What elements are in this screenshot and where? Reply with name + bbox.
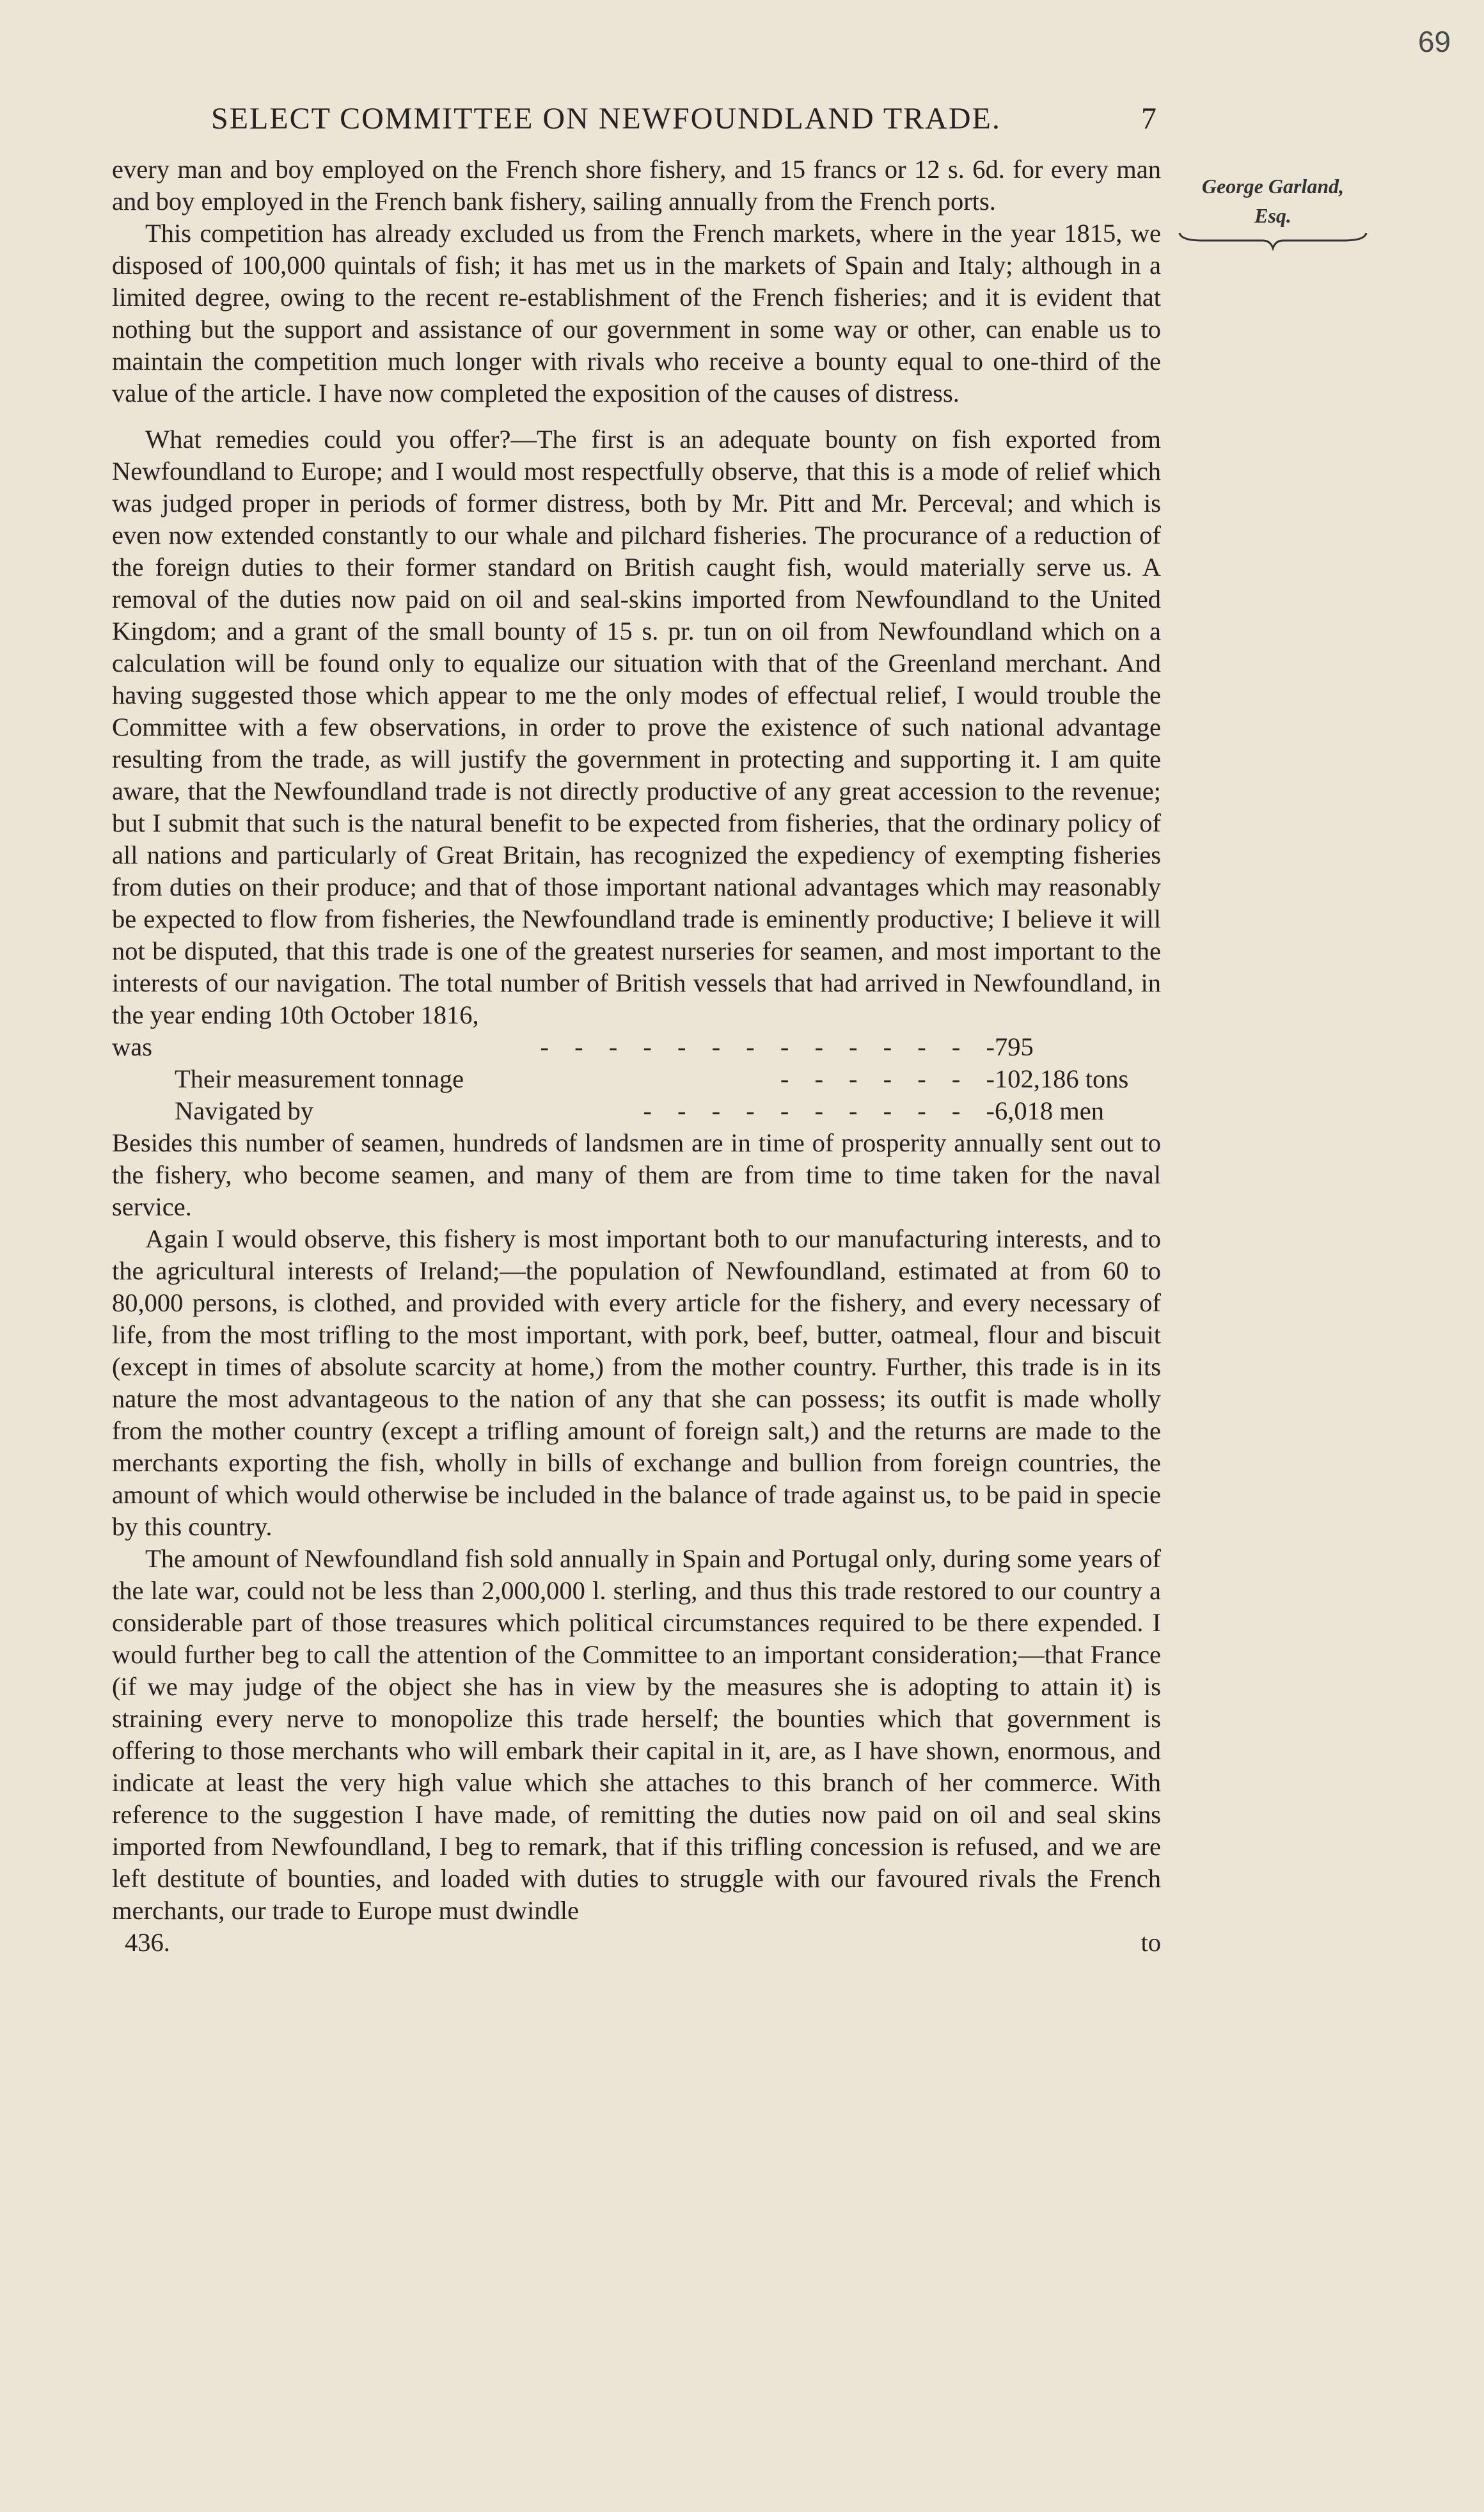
catchword: to xyxy=(1141,1928,1161,1957)
page-number: 69 xyxy=(1417,25,1451,58)
stat-label: Their measurement tonnage xyxy=(175,1063,473,1095)
stat-dashes: - - - - - - - xyxy=(780,1064,995,1093)
statistics-table xyxy=(112,1031,1161,1127)
stat-row xyxy=(112,1063,1161,1095)
stat-value: 6,018 men xyxy=(995,1096,1104,1125)
stat-value: 795 xyxy=(995,1032,1034,1061)
margin-note xyxy=(1177,171,1369,251)
page-footer xyxy=(112,1927,1161,1959)
paragraph: every man and boy employed on the French shore fishery, and 15 francs or 12 s. 6d. for every man and boy employed in the French bank fishery, sailing annually from the French ports. xyxy=(112,155,1161,216)
stat-label: was xyxy=(112,1031,161,1063)
paragraph: The amount of Newfoundland fish sold annually in Spain and Portugal only, during some years of the late war, could not be less than 2,000,000 l. sterling, and thus this trade restored to our country a considerable part of those treasures which political circumstances required to be there expended. I would further beg to call the attention of the Committee to an important consideration;—that France (if we may judge of the object she has in view by the measures she is adopting to attain it) is straining every nerve to monopolize this trade herself; the bounties which that government is offering to those merchants who will embark their capital in it, are, as I have shown, enormous, and indicate at least the very high value which she attaches to this branch of her commerce. With reference to the suggestion I have made, of remitting the duties now paid on oil and seal skins imported from Newfoundland, I beg to remark, that if this trifling concession is refused, and we are left destitute of bounties, and loaded with duties to struggle with our favoured rivals the French merchants, our trade to Europe must dwindle xyxy=(112,1544,1161,1925)
signature-mark: 436. xyxy=(125,1928,170,1957)
margin-note-name: George Garland, xyxy=(1201,175,1345,198)
margin-note-title: Esq. xyxy=(1254,204,1291,227)
stat-dashes: - - - - - - - - - - - xyxy=(643,1096,995,1125)
paragraph: Besides this number of seamen, hundreds of landsmen are in time of prosperity annually sent out to the fishery, who become seamen, and many of them are from time to time taken for the naval service. xyxy=(112,1128,1161,1221)
paragraph: What remedies could you offer?—The first is an adequate bounty on fish exported from Newfoundland to Europe; and I would most respectfully observe, that this is a mode of relief which was judged proper in periods of former distress, both by Mr. Pitt and Mr. Perceval; and which is even now extended constantly to our whale and pilchard fisheries. The procurance of a reduction of the foreign duties to their former standard on British caught fish, would materially serve us. A removal of the duties now paid on oil and seal-skins imported from Newfoundland to the United Kingdom; and a grant of the small bounty of 15 s. pr. tun on oil from Newfoundland which on a calculation will be found only to equalize our situation with that of the Greenland merchant. And having suggested those which appear to me the only modes of effectual relief, I would trouble the Committee with a few observations, in order to prove the existence of such national advantage resulting from the trade, as will justify the government in protecting and supporting it. I am quite aware, that the Newfoundland trade is not directly productive of any great accession to the revenue; but I submit that such is the natural benefit to be expected from fisheries, that the ordinary policy of all nations and particularly of Great Britain, has recognized the expediency of exempting fisheries from duties on their produce; and that of those important national advantages which may reasonably be expected to flow from fisheries, the Newfoundland trade is eminently productive; I believe it will not be disputed, that this trade is one of the greatest nurseries for seamen, and most important to the interests of our navigation. The total number of British vessels that had arrived in Newfoundland, in the year ending 10th October 1816, xyxy=(112,425,1161,1029)
paragraph: Again I would observe, this fishery is most important both to our manufacturing interests, and to the agricultural interests of Ireland;—the population of Newfoundland, estimated at from 60 to 80,000 persons, is clothed, and provided with every article for the fishery, and every necessary of life, from the most trifling to the most important, with pork, beef, butter, oatmeal, flour and biscuit (except in times of absolute scarcity at home,) from the mother country. Further, this trade is in its nature the most advantageous to the nation of any that she can possess; its outfit is made wholly from the mother country (except a trifling amount of foreign salt,) and the returns are made to the merchants exporting the fish, wholly in bills of exchange and bullion from foreign countries, the amount of which would otherwise be included in the balance of trade against us, to be paid in specie by this country. xyxy=(112,1224,1161,1541)
paragraph: This competition has already excluded us from the French markets, where in the year 1815, we disposed of 100,000 quintals of fish; it has met us in the markets of Spain and Italy; although in a limited degree, owing to the recent re-establishment of the French fisheries; and it is evident that nothing but the support and assistance of our government in some way or other, can enable us to maintain the competition much longer with rivals who receive a bounty equal to one-third of the value of the article. I have now completed the exposition of the causes of distress. xyxy=(112,219,1161,407)
stat-value: 102,186 tons xyxy=(995,1064,1129,1093)
stat-dashes: - - - - - - - - - - - - - - xyxy=(540,1032,995,1061)
text-column xyxy=(112,154,1161,1959)
running-head-folio: 7 xyxy=(1141,102,1158,136)
stat-row xyxy=(112,1095,1161,1127)
margin-brace-icon xyxy=(1177,232,1369,251)
stat-row xyxy=(112,1031,1161,1063)
running-head xyxy=(211,101,1158,136)
running-head-title: SELECT COMMITTEE ON NEWFOUNDLAND TRADE. xyxy=(211,102,1001,136)
stat-label: Navigated by xyxy=(175,1095,322,1127)
